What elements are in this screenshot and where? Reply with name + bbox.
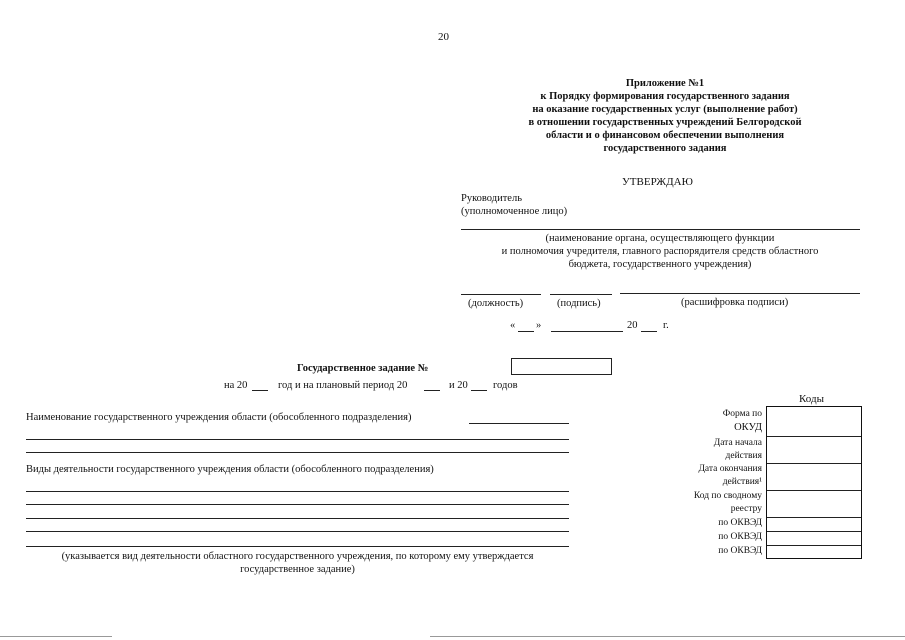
scan-edge-line [430,636,905,637]
institution-label: Наименование государственного учреждения области (обособленного подразделения) [26,412,412,423]
org-caption-line: (наименование органа, осуществляющего функции [545,233,775,244]
activities-note-line: (указывается вид деятельности областного государственного учреждения, по которому ему утверждается [61,551,534,562]
org-name-field[interactable] [461,229,860,230]
code-label-line: Дата окончания [698,464,762,474]
date-year-field[interactable] [641,331,657,332]
institution-name-field[interactable] [469,423,569,424]
signature-field[interactable] [550,294,612,295]
okud-code-cell[interactable] [767,407,861,435]
activity-line[interactable] [26,531,569,532]
date-year-suffix: г. [663,320,669,331]
code-label-okud [723,408,762,434]
period-year-field[interactable] [252,390,268,391]
code-label-line: реестру [730,504,762,514]
page-number: 20 [438,31,449,43]
code-label-line: действия [725,451,762,461]
org-name-caption [455,232,865,271]
code-label-registry [694,490,762,516]
code-label-end-date [698,463,762,489]
activity-line[interactable] [26,518,569,519]
appendix-line: в отношении государственных учреждений Белгородской [528,117,802,128]
period-prefix: на 20 [224,380,248,391]
date-year-prefix: 20 [627,320,638,331]
period-suffix: годов [493,380,518,391]
code-label-okved: по ОКВЭД [718,532,762,542]
activities-note [26,550,569,576]
institution-line[interactable] [26,439,569,440]
registry-code-cell[interactable] [767,490,861,516]
plan-year1-field[interactable] [424,390,440,391]
authorized-person-label: (уполномоченное лицо) [461,206,568,217]
code-label-line: ОКУД [734,422,762,433]
plan-year2-field[interactable] [471,390,487,391]
appendix-line: области и о финансовом обеспечении выполнения [545,130,785,141]
appendix-line: на оказание государственных услуг (выполнение работ) [532,104,798,115]
code-label-line: Дата начала [713,438,762,448]
okved-code-cell[interactable] [767,545,861,558]
period-mid: год и на плановый период 20 [278,380,408,391]
date-month-field[interactable] [551,331,623,332]
appendix-title: Приложение №1 [625,78,705,89]
institution-line[interactable] [26,452,569,453]
code-label-okved: по ОКВЭД [718,546,762,556]
head-label: Руководитель [461,193,522,204]
scan-edge-line [0,636,112,637]
code-label-start-date [714,437,762,463]
position-label: (должность) [468,298,524,309]
activities-label: Виды деятельности государственного учреждения области (обособленного подразделения) [26,464,434,475]
date-quote-open: « [510,320,516,331]
end-date-cell[interactable] [767,463,861,489]
activity-line[interactable] [26,504,569,505]
position-field[interactable] [461,294,541,295]
assignment-number-field[interactable] [511,358,612,375]
appendix-line: к Порядку формирования государственного задания [540,91,790,102]
date-quote-close: » [536,320,542,331]
code-label-okved: по ОКВЭД [718,518,762,528]
activities-note-line: государственное задание) [240,564,355,575]
activity-line[interactable] [26,546,569,547]
signature-decode-field[interactable] [620,293,860,294]
approve-title: УТВЕРЖДАЮ [622,176,693,188]
codes-header: Коды [799,393,824,405]
org-caption-line: бюджета, государственного учреждения) [568,259,752,270]
appendix-line: государственного задания [603,143,727,154]
code-label-line: Форма по [722,409,762,419]
activity-line[interactable] [26,491,569,492]
assignment-title: Государственное задание № [297,363,429,374]
appendix-header [500,77,830,155]
start-date-cell[interactable] [767,436,861,462]
org-caption-line: и полномочия учредителя, главного распорядителя средств областного [501,246,819,257]
signature-label: (подпись) [557,298,601,309]
signature-decode-label: (расшифровка подписи) [681,297,789,308]
okved-code-cell[interactable] [767,517,861,530]
code-label-line: действия¹ [722,477,762,487]
code-label-line: Код по сводному [693,491,762,501]
period-and: и 20 [449,380,468,391]
okved-code-cell[interactable] [767,531,861,544]
date-day-field[interactable] [518,331,534,332]
